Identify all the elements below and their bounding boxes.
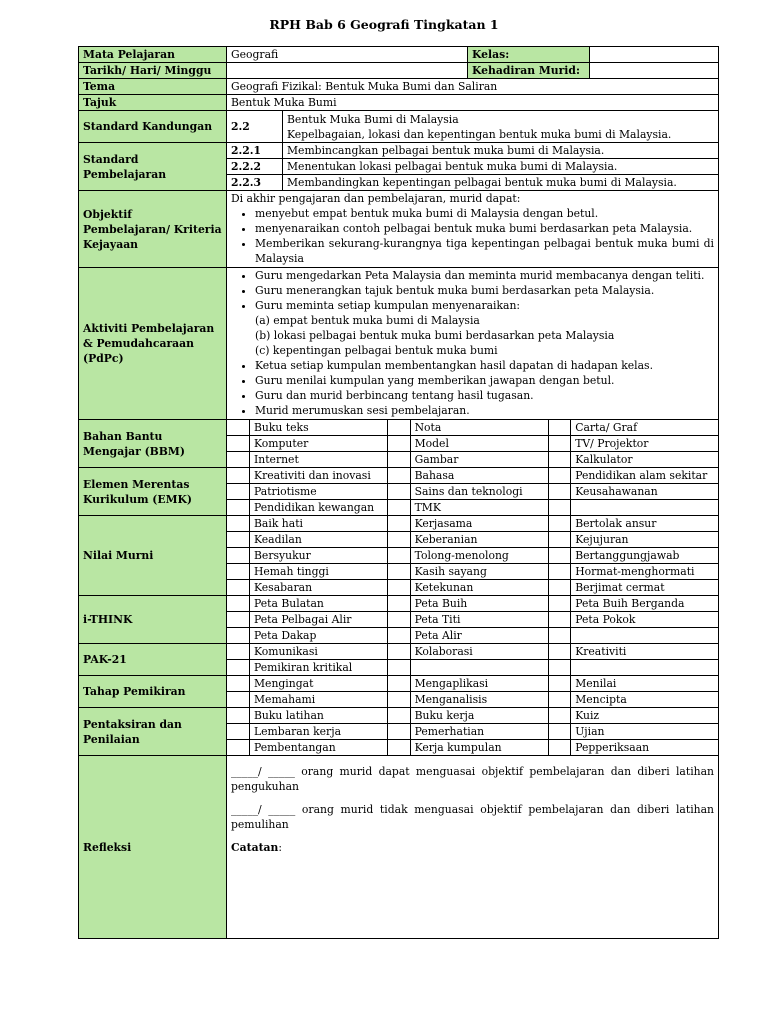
option-label: Kreativiti dan inovasi <box>250 468 388 484</box>
tarikh-field[interactable] <box>227 63 468 79</box>
option-label: Pemerhatian <box>410 724 548 740</box>
option-row <box>227 596 718 612</box>
option-label: Komunikasi <box>250 644 388 660</box>
sk-line2: Kepelbagaian, lokasi dan kepentingan bentuk muka bumi di Malaysia. <box>287 127 672 141</box>
option-checkbox[interactable] <box>388 740 411 756</box>
option-checkbox[interactable] <box>548 628 571 644</box>
option-checkbox[interactable] <box>388 532 411 548</box>
option-checkbox[interactable] <box>388 580 411 596</box>
sk-code: 2.2 <box>227 111 283 143</box>
option-checkbox[interactable] <box>548 516 571 532</box>
kehadiran-field[interactable] <box>590 63 719 79</box>
option-checkbox[interactable] <box>388 564 411 580</box>
option-checkbox[interactable] <box>227 564 250 580</box>
option-checkbox[interactable] <box>388 452 411 468</box>
option-checkbox[interactable] <box>388 644 411 660</box>
objektif-item: • menyenaraikan contoh pelbagai bentuk muka bumi berdasarkan peta Malaysia. <box>255 221 714 236</box>
option-checkbox[interactable] <box>388 516 411 532</box>
objektif-label: Objektif Pembelajaran/ Kriteria Kejayaan <box>79 191 227 268</box>
option-label: Kerja kumpulan <box>410 740 548 756</box>
aktiviti-item: • Ketua setiap kumpulan membentangkan hasil dapatan di hadapan kelas. <box>255 358 714 373</box>
option-row <box>227 580 718 596</box>
option-row <box>227 436 718 452</box>
option-label: Bertanggungjawab <box>571 548 718 564</box>
option-checkbox[interactable] <box>227 676 250 692</box>
option-checkbox[interactable] <box>388 660 411 676</box>
option-checkbox[interactable] <box>227 724 250 740</box>
option-label: Peta Bulatan <box>250 596 388 612</box>
option-label: Berjimat cermat <box>575 581 665 594</box>
kelas-label: Kelas: <box>468 47 590 63</box>
aktiviti-item: • Guru meminta setiap kumpulan menyenaraikan: <box>255 298 714 313</box>
option-label: Buku teks <box>250 420 388 436</box>
option-label: Keberanian <box>410 532 548 548</box>
option-label: Kreativiti <box>571 644 718 660</box>
option-label <box>571 500 718 516</box>
option-checkbox[interactable] <box>548 660 571 676</box>
option-row <box>227 612 718 628</box>
mata-pelajaran-label: Mata Pelajaran <box>79 47 227 63</box>
option-label: Kuiz <box>571 708 718 724</box>
option-checkbox[interactable] <box>548 564 571 580</box>
option-checkbox[interactable] <box>548 484 571 500</box>
sp-text: Membincangkan pelbagai bentuk muka bumi di Malaysia. <box>283 143 719 159</box>
option-checkbox[interactable] <box>548 500 571 516</box>
option-checkbox[interactable] <box>227 436 250 452</box>
aktiviti-subitem: (a) empat bentuk muka bumi di Malaysia <box>255 314 480 327</box>
option-row <box>227 468 718 484</box>
option-checkbox[interactable] <box>388 676 411 692</box>
option-checkbox[interactable] <box>388 420 411 436</box>
option-label: Kesabaran <box>250 580 388 596</box>
sp-code: 2.2.2 <box>227 159 283 175</box>
option-label: Gambar <box>410 452 548 468</box>
option-checkbox[interactable] <box>227 644 250 660</box>
option-checkbox[interactable] <box>548 644 571 660</box>
aktiviti-subitem: (c) kepentingan pelbagai bentuk muka bumi <box>255 344 498 357</box>
option-row <box>227 484 718 500</box>
tema-value: Geografi Fizikal: Bentuk Muka Bumi dan Saliran <box>227 79 719 95</box>
option-label: Kolaborasi <box>410 644 548 660</box>
option-checkbox[interactable] <box>227 420 250 436</box>
option-checkbox[interactable] <box>227 708 250 724</box>
kehadiran-label: Kehadiran Murid: <box>468 63 590 79</box>
catatan-line <box>231 840 714 855</box>
option-checkbox[interactable] <box>548 468 571 484</box>
objektif-content <box>227 191 719 268</box>
option-label: Tolong-menolong <box>410 548 548 564</box>
catatan-label: Catatan <box>231 841 279 854</box>
option-label: Komputer <box>250 436 388 452</box>
tajuk-label: Tajuk <box>79 95 227 111</box>
option-label: Buku kerja <box>410 708 548 724</box>
option-row <box>227 692 718 708</box>
page-title: RPH Bab 6 Geografi Tingkatan 1 <box>269 17 499 32</box>
option-label: Peta Buih Berganda <box>571 596 718 612</box>
option-label: Patriotisme <box>250 484 388 500</box>
option-checkbox[interactable] <box>227 628 250 644</box>
option-checkbox[interactable] <box>388 708 411 724</box>
option-checkbox[interactable] <box>548 580 571 596</box>
kelas-field[interactable] <box>590 47 719 63</box>
option-label: Pembentangan <box>250 740 388 756</box>
option-checkbox[interactable] <box>227 596 250 612</box>
option-label: Keusahawanan <box>571 484 718 500</box>
option-label: Ujian <box>571 724 718 740</box>
option-checkbox[interactable] <box>548 420 571 436</box>
option-label: Buku latihan <box>250 708 388 724</box>
option-checkbox[interactable] <box>388 436 411 452</box>
option-label <box>571 628 718 644</box>
option-checkbox[interactable] <box>227 740 250 756</box>
option-checkbox[interactable] <box>548 436 571 452</box>
option-row <box>227 452 718 468</box>
option-label: Keadilan <box>250 532 388 548</box>
option-row <box>227 532 718 548</box>
option-checkbox[interactable] <box>388 500 411 516</box>
aktiviti-list <box>231 358 714 418</box>
option-label: Peta Pokok <box>571 612 718 628</box>
sp-label: Standard Pembelajaran <box>79 143 227 191</box>
aktiviti-item: • Guru mengedarkan Peta Malaysia dan meminta murid membacanya dengan teliti. <box>255 268 714 283</box>
option-checkbox[interactable] <box>227 532 250 548</box>
option-label: Pendidikan alam sekitar <box>571 468 718 484</box>
option-row <box>227 500 718 516</box>
option-label: TMK <box>410 500 548 516</box>
option-checkbox[interactable] <box>548 708 571 724</box>
option-checkbox[interactable] <box>548 452 571 468</box>
option-checkbox[interactable] <box>227 500 250 516</box>
option-checkbox[interactable] <box>388 692 411 708</box>
option-label: Mengaplikasi <box>410 676 548 692</box>
objektif-item: • Memberikan sekurang-kurangnya tiga kepentingan pelbagai bentuk muka bumi di Malaysia <box>255 236 714 266</box>
option-label: Hemah tinggi <box>250 564 388 580</box>
catatan-colon: : <box>278 841 283 854</box>
option-checkbox[interactable] <box>548 740 571 756</box>
objektif-list <box>231 206 714 266</box>
option-label: Sains dan teknologi <box>410 484 548 500</box>
refleksi-line: _____/ _____ orang murid dapat menguasai objektif pembelajaran dan diberi latihan pengukuhan <box>231 765 715 793</box>
option-checkbox[interactable] <box>227 468 250 484</box>
aktiviti-content <box>227 268 719 420</box>
option-label: Kalkulator <box>575 453 633 466</box>
option-row <box>227 548 718 564</box>
option-checkbox[interactable] <box>548 548 571 564</box>
option-label: Mengingat <box>250 676 388 692</box>
ithink-options <box>227 596 719 644</box>
ithink-label: i-THINK <box>79 596 227 644</box>
tahap-pemikiran-options <box>227 676 719 708</box>
emk-label: Elemen Merentas Kurikulum (EMK) <box>79 468 227 516</box>
rph-table <box>78 46 719 939</box>
option-checkbox[interactable] <box>227 660 250 676</box>
pak21-options <box>227 644 719 676</box>
tema-label: Tema <box>79 79 227 95</box>
option-checkbox[interactable] <box>548 724 571 740</box>
option-label <box>410 660 548 676</box>
option-label: Kasih sayang <box>410 564 548 580</box>
option-row <box>227 740 718 756</box>
option-row <box>227 516 718 532</box>
option-label: Ketekunan <box>410 580 548 596</box>
tahap-pemikiran-label: Tahap Pemikiran <box>79 676 227 708</box>
option-checkbox[interactable] <box>227 452 250 468</box>
sk-line1: Bentuk Muka Bumi di Malaysia <box>287 112 459 126</box>
option-label: Internet <box>250 452 388 468</box>
option-label: Peta Dakap <box>250 628 388 644</box>
option-row <box>227 644 718 660</box>
objektif-item: • menyebut empat bentuk muka bumi di Malaysia dengan betul. <box>255 206 714 221</box>
option-checkbox[interactable] <box>388 724 411 740</box>
option-label: Pendidikan kewangan <box>250 500 388 516</box>
pentaksiran-label: Pentaksiran dan Penilaian <box>79 708 227 756</box>
option-label: Bersyukur <box>250 548 388 564</box>
option-label: Peta Pelbagai Alir <box>250 612 388 628</box>
option-label: Kerjasama <box>410 516 548 532</box>
option-checkbox[interactable] <box>388 628 411 644</box>
option-label: Menganalisis <box>410 692 548 708</box>
option-label: Mencipta <box>575 693 627 706</box>
option-checkbox[interactable] <box>548 596 571 612</box>
option-label: Peta Alir <box>410 628 548 644</box>
option-checkbox[interactable] <box>548 676 571 692</box>
option-checkbox[interactable] <box>227 612 250 628</box>
mata-pelajaran-value: Geografi <box>227 47 468 63</box>
option-label: Peta Titi <box>410 612 548 628</box>
nilai-murni-options <box>227 516 719 596</box>
nilai-murni-label: Nilai Murni <box>79 516 227 596</box>
option-label: Carta/ Graf <box>571 420 718 436</box>
refleksi-content[interactable] <box>227 756 719 939</box>
pentaksiran-options <box>227 708 719 756</box>
option-label: Bahasa <box>410 468 548 484</box>
option-label <box>571 660 718 676</box>
option-label: Baik hati <box>250 516 388 532</box>
option-checkbox[interactable] <box>388 596 411 612</box>
option-label: Pemikiran kritikal <box>250 660 388 676</box>
option-checkbox[interactable] <box>388 468 411 484</box>
option-checkbox[interactable] <box>548 692 571 708</box>
option-row <box>227 420 718 436</box>
option-label: Memahami <box>250 692 388 708</box>
aktiviti-item: • Murid merumuskan sesi pembelajaran. <box>255 403 714 418</box>
option-checkbox[interactable] <box>227 484 250 500</box>
aktiviti-label: Aktiviti Pembelajaran & Pemudahcaraan (PdPc) <box>79 268 227 420</box>
refleksi-label: Refleksi <box>79 756 227 939</box>
sk-label: Standard Kandungan <box>79 111 227 143</box>
option-row <box>227 628 718 644</box>
sk-text <box>283 111 719 143</box>
bbm-options <box>227 420 719 468</box>
option-row <box>227 564 718 580</box>
tajuk-value: Bentuk Muka Bumi <box>227 95 719 111</box>
option-row <box>227 708 718 724</box>
emk-options <box>227 468 719 516</box>
option-row <box>227 676 718 692</box>
option-checkbox[interactable] <box>227 516 250 532</box>
tarikh-label: Tarikh/ Hari/ Minggu <box>79 63 227 79</box>
option-checkbox[interactable] <box>227 692 250 708</box>
aktiviti-subitem: (b) lokasi pelbagai bentuk muka bumi berdasarkan peta Malaysia <box>255 329 615 342</box>
aktiviti-item: • Guru dan murid berbincang tentang hasil tugasan. <box>255 388 714 403</box>
bbm-label: Bahan Bantu Mengajar (BBM) <box>79 420 227 468</box>
option-checkbox[interactable] <box>388 612 411 628</box>
aktiviti-item: • Guru menerangkan tajuk bentuk muka bumi berdasarkan peta Malaysia. <box>255 283 714 298</box>
pak21-label: PAK-21 <box>79 644 227 676</box>
option-label: Bertolak ansur <box>571 516 718 532</box>
aktiviti-item: • Guru menilai kumpulan yang memberikan jawapan dengan betul. <box>255 373 714 388</box>
sp-code: 2.2.1 <box>227 143 283 159</box>
option-checkbox[interactable] <box>388 484 411 500</box>
sp-code: 2.2.3 <box>227 175 283 191</box>
option-label: Kejujuran <box>571 532 718 548</box>
option-label: Menilai <box>571 676 718 692</box>
sp-text: Menentukan lokasi pelbagai bentuk muka bumi di Malaysia. <box>283 159 719 175</box>
option-label: Peta Buih <box>410 596 548 612</box>
option-label: Nota <box>410 420 548 436</box>
option-checkbox[interactable] <box>548 532 571 548</box>
option-label: Hormat-menghormati <box>571 564 718 580</box>
option-label: Model <box>410 436 548 452</box>
refleksi-line: _____/ _____ orang murid tidak menguasai objektif pembelajaran dan diberi latihan pemulihan <box>231 803 715 831</box>
objektif-intro: Di akhir pengajaran dan pembelajaran, murid dapat: <box>231 192 521 205</box>
sp-text: Membandingkan kepentingan pelbagai bentuk muka bumi di Malaysia. <box>283 175 719 191</box>
option-label: Pepperiksaan <box>575 741 650 754</box>
option-label: Lembaran kerja <box>250 724 388 740</box>
option-checkbox[interactable] <box>227 548 250 564</box>
option-checkbox[interactable] <box>548 612 571 628</box>
option-row <box>227 660 718 676</box>
option-row <box>227 724 718 740</box>
option-checkbox[interactable] <box>227 580 250 596</box>
option-label: TV/ Projektor <box>571 436 718 452</box>
aktiviti-list <box>231 268 714 313</box>
option-checkbox[interactable] <box>388 548 411 564</box>
